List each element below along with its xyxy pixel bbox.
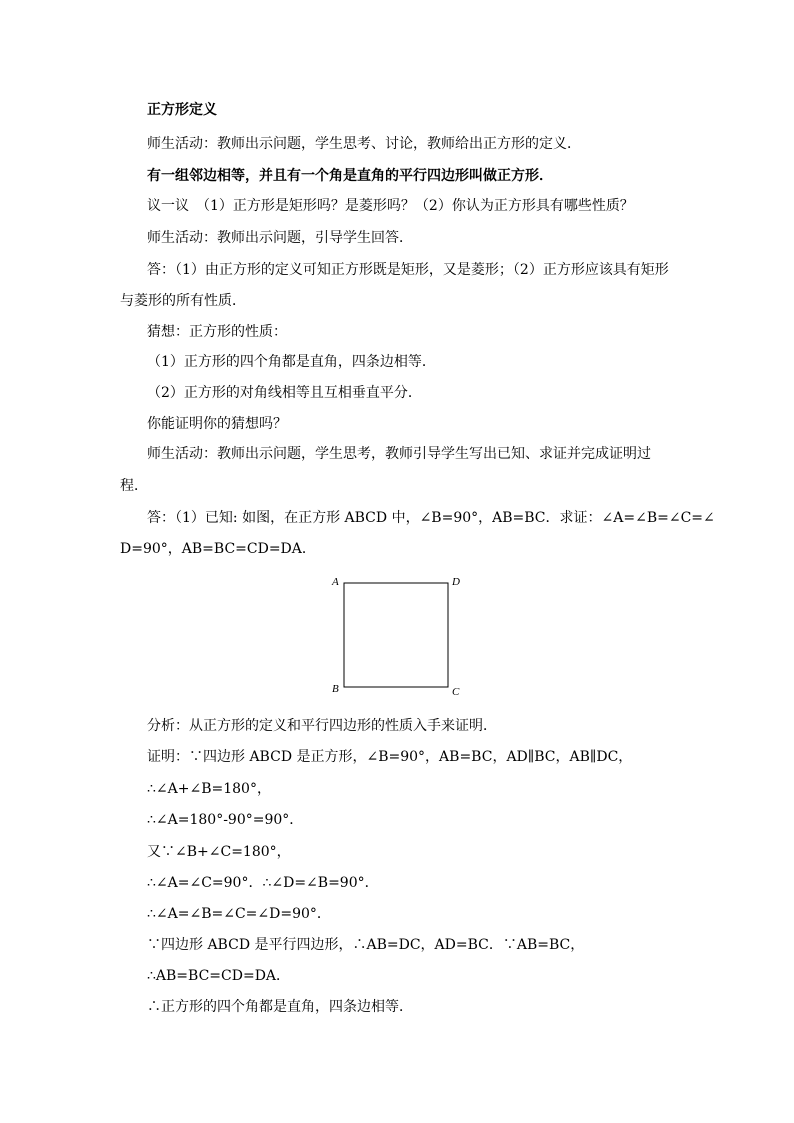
paragraph-activity-1: 师生活动：教师出示问题，学生思考、讨论，教师给出正方形的定义．	[147, 136, 581, 152]
vertex-label-c: C	[452, 686, 460, 698]
answer-1-line-2: 与菱形的所有性质．	[120, 293, 246, 309]
vertex-label-b: B	[332, 683, 339, 695]
conjecture-2: （2）正方形的对角线相等且互相垂直平分．	[147, 385, 422, 401]
proof-line-5: ∴∠A=∠C=90°．∴∠D=∠B=90°．	[147, 875, 379, 891]
square-figure	[330, 572, 470, 702]
vertex-label-a: A	[332, 576, 339, 588]
prove-question: 你能证明你的猜想吗？	[147, 416, 287, 432]
proof-line-6: ∴∠A=∠B=∠C=∠D=90°．	[147, 906, 331, 922]
answer-2-line-2: D=90°，AB=BC=CD=DA．	[120, 541, 316, 557]
vertex-label-d: D	[452, 576, 460, 588]
answer-2-line-1: 答：（1）已知: 如图，在正方形 ABCD 中，∠B=90°，AB=BC．求证：∠A=∠B=∠C=∠	[147, 510, 715, 526]
proof-line-2: ∴∠A+∠B=180°，	[147, 781, 271, 797]
analysis: 分析：从正方形的定义和平行四边形的性质入手来证明．	[147, 718, 497, 734]
square-definition: 有一组邻边相等，并且有一个角是直角的平行四边形叫做正方形．	[147, 168, 553, 184]
discussion-question: 议一议 （1）正方形是矩形吗？是菱形吗？（2）你认为正方形具有哪些性质？	[147, 198, 634, 214]
conjecture-1: （1）正方形的四个角都是直角，四条边相等．	[147, 354, 436, 370]
paragraph-activity-3-line-2: 程．	[120, 478, 148, 494]
conjecture-heading: 猜想：正方形的性质：	[147, 324, 287, 340]
proof-line-3: ∴∠A=180°-90°=90°．	[147, 812, 304, 828]
paragraph-activity-2: 师生活动：教师出示问题，引导学生回答．	[147, 230, 413, 246]
section-title: 正方形定义	[147, 102, 217, 118]
proof-line-4: 又∵∠B+∠C=180°，	[147, 844, 291, 860]
proof-line-8: ∴AB=BC=CD=DA．	[147, 968, 291, 984]
square-shape	[344, 583, 448, 687]
square-diagram	[330, 572, 470, 698]
paragraph-activity-3-line-1: 师生活动：教师出示问题，学生思考，教师引导学生写出已知、求证并完成证明过	[147, 446, 651, 462]
proof-line-7: ∵四边形 ABCD 是平行四边形，∴AB=DC，AD=BC．∵AB=BC，	[147, 937, 585, 953]
answer-1-line-1: 答：（1）由正方形的定义可知正方形既是矩形，又是菱形；（2）正方形应该具有矩形	[147, 262, 669, 278]
proof-line-1: 证明：∵四边形 ABCD 是正方形，∠B=90°，AB=BC，AD∥BC，AB∥DC，	[147, 749, 633, 765]
proof-conclusion: ∴正方形的四个角都是直角，四条边相等．	[147, 999, 413, 1015]
